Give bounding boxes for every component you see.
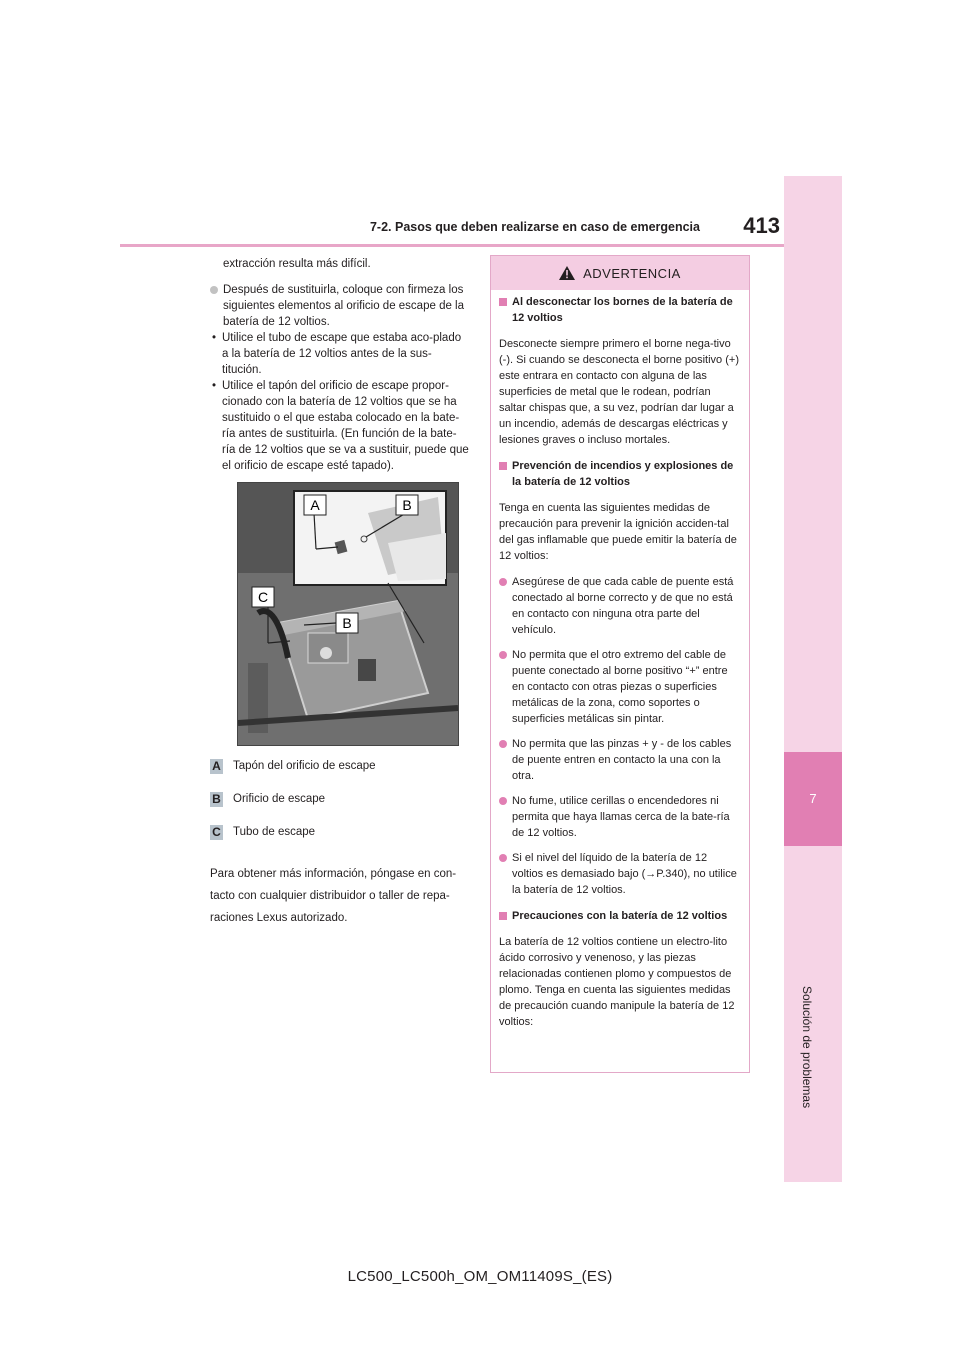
bullet-dot-icon	[499, 651, 507, 659]
warning-paragraph: Desconecte siempre primero el borne nega-tivo (-). Si cuando se desconecta el borne positivo (+) este entrara en contacto con alguna de las superficies de metal que le rodean, podrían saltar chispas que, a su vez, podrían dar lugar a un incendio, además de descargas eléctricas y lesiones graves o incluso mortales.	[499, 338, 739, 446]
square-bullet-icon	[499, 298, 507, 306]
caption-text: Tubo de escape	[233, 826, 316, 838]
caption-row	[210, 824, 315, 840]
page-number: 413	[743, 213, 780, 238]
section-title: 7-2. Pasos que deben realizarse en caso de emergencia	[369, 220, 700, 234]
bullet-dot-icon	[499, 578, 507, 586]
bullet-dot-icon	[499, 854, 507, 862]
bullet-dot-icon	[499, 797, 507, 805]
bullet-dot-icon	[499, 740, 507, 748]
sub-list-item	[210, 330, 470, 378]
caption-row	[210, 758, 376, 774]
warning-heading	[499, 294, 739, 326]
warning-body	[491, 294, 749, 1030]
chapter-title: Solución de problemas	[800, 986, 814, 1109]
header-rule	[120, 244, 784, 247]
warning-header	[491, 256, 749, 290]
callout-c-label: C	[257, 589, 269, 605]
warning-heading-text: Prevención de incendios y explosiones de la batería de 12 voltios	[512, 460, 734, 488]
chapter-side-tab	[784, 176, 842, 1182]
list-item	[210, 282, 470, 330]
callout-b-label: B	[402, 497, 412, 513]
warning-bullet-text: No fume, utilice cerillas o encendedores ni permita que haya llamas cerca de la bate-ría de 12 voltios.	[512, 795, 730, 839]
caption-row	[210, 791, 325, 807]
key-badge: C	[210, 825, 223, 840]
warning-heading-text: Precauciones con la batería de 12 voltios	[512, 910, 728, 922]
key-badge: B	[210, 792, 223, 807]
bullet-dot-icon	[210, 286, 218, 294]
warning-list-item	[499, 793, 739, 841]
warning-heading	[499, 908, 739, 924]
sub-item-text: Utilice el tubo de escape que estaba aco-plado a la batería de 12 voltios antes de la sus-titución.	[222, 332, 462, 376]
square-bullet-icon	[499, 462, 507, 470]
warning-bullet-text: No permita que las pinzas + y - de los cables de puente entren en contacto la una con la otra.	[512, 738, 732, 782]
square-bullet-icon	[499, 912, 507, 920]
left-column	[210, 256, 470, 474]
warning-heading	[499, 458, 739, 490]
caption-text: Tapón del orificio de escape	[233, 760, 376, 772]
sub-list-item	[210, 378, 470, 474]
warning-triangle-icon	[559, 266, 575, 280]
middle-dot-icon: •	[212, 380, 217, 392]
battery-photo-drawing	[238, 483, 458, 745]
more-info-paragraph: Para obtener más información, póngase en con-tacto con cualquier distribuidor o taller de repa-raciones Lexus autorizado.	[210, 867, 457, 924]
callout-a-label: A	[310, 497, 320, 513]
warning-bullet-text: Si el nivel del líquido de la batería de 12 voltios es demasiado bajo (→P.340), no utilice la batería de 12 voltios.	[512, 852, 737, 896]
warning-list-item	[499, 574, 739, 638]
intro-continuation: extracción resulta más difícil.	[223, 258, 371, 270]
middle-dot-icon: •	[212, 332, 217, 344]
key-badge: A	[210, 759, 223, 774]
warning-paragraph: Tenga en cuenta las siguientes medidas de precaución para prevenir la ignición acciden-tal del gas inflamable que puede emitir la batería de 12 voltios:	[499, 502, 737, 562]
bullet-text: Después de sustituirla, coloque con firmeza los siguientes elementos al orificio de escape de la batería de 12 voltios.	[223, 284, 465, 328]
warning-list-item	[499, 850, 739, 898]
warning-paragraph: La batería de 12 voltios contiene un electro-lito ácido corrosivo y venenoso, y las piezas relacionadas contienen plomo y compuestos de plomo. Tenga en cuenta las siguientes medidas de precaución cuando manipule la batería de 12 voltios:	[499, 936, 735, 1028]
chapter-number: 7	[784, 752, 842, 846]
callout-b-lower-label: B	[342, 615, 352, 631]
caption-text: Orificio de escape	[233, 793, 326, 805]
warning-box	[490, 255, 750, 1073]
warning-heading-text: Al desconectar los bornes de la batería de 12 voltios	[512, 296, 733, 324]
warning-list-item	[499, 647, 739, 727]
document-code: LC500_LC500h_OM_OM11409S_(ES)	[347, 1268, 613, 1285]
battery-vent-illustration	[237, 482, 459, 746]
warning-bullet-text: No permita que el otro extremo del cable de puente conectado al borne positivo “+” entre en contacto con otras piezas o superficies metálicas de la zona, como soportes o superficies metálicas sin pintar.	[512, 649, 728, 725]
warning-title: ADVERTENCIA	[583, 265, 681, 281]
warning-bullet-text: Asegúrese de que cada cable de puente está conectado al borne correcto y de que no está en contacto con ninguna otra parte del vehículo.	[512, 576, 734, 636]
sub-item-text: Utilice el tapón del orificio de escape propor-cionado con la batería de 12 voltios que se ha sustituido o el que estaba colocado en la bate-ría antes de sustituirla. (En función de la bate-ría de 12 voltios que se va a sustituir, puede que el orificio de escape esté tapado).	[222, 380, 469, 472]
warning-list-item	[499, 736, 739, 784]
